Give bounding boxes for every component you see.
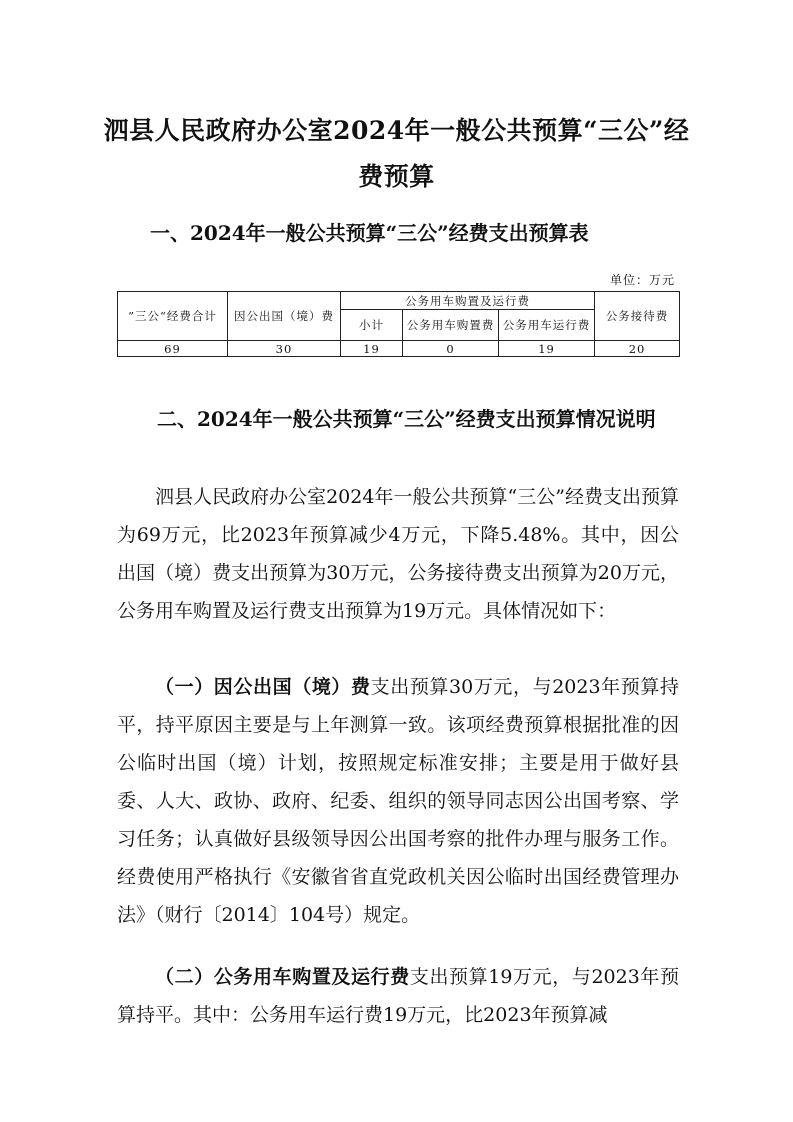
value-vehicle-purchase: 0 bbox=[403, 341, 499, 357]
table-header-row bbox=[118, 292, 680, 310]
document-title: 泗县人民政府办公室2024年一般公共预算“三公”经费预算 bbox=[103, 116, 690, 191]
header-subtotal: 小计 bbox=[341, 310, 403, 341]
header-reception: 公务接待费 bbox=[595, 292, 680, 341]
header-vehicle-operation: 公务用车运行费 bbox=[499, 310, 595, 341]
header-vehicle-group: 公务用车购置及运行费 bbox=[341, 292, 595, 310]
header-vehicle-purchase: 公务用车购置费 bbox=[403, 310, 499, 341]
budget-table bbox=[117, 291, 680, 357]
value-subtotal: 19 bbox=[341, 341, 403, 357]
paragraph-summary: 泗县人民政府办公室2024年一般公共预算“三公”经费支出预算为69万元，比2023年预算减少4万元，下降5.48%。其中，因公出国（境）费支出预算为30万元，公务接待费支出预算为20万元，公务用车购置及运行费支出预算为19万元。具体情况如下： bbox=[117, 486, 679, 622]
header-total: ”三公“经费合计 bbox=[118, 292, 228, 341]
paragraph-abroad bbox=[117, 668, 679, 934]
unit-label: 单位：万元 bbox=[609, 273, 675, 287]
paragraph-abroad-lead: （一）因公出国（境）费 bbox=[155, 676, 371, 698]
table-row bbox=[118, 341, 680, 357]
value-vehicle-operation: 19 bbox=[499, 341, 595, 357]
section1-heading: 一、2024年一般公共预算“三公”经费支出预算表 bbox=[150, 221, 589, 245]
paragraph-vehicle bbox=[117, 958, 679, 1034]
section2-heading: 二、2024年一般公共预算“三公”经费支出预算情况说明 bbox=[157, 407, 656, 431]
header-abroad: 因公出国（境）费 bbox=[228, 292, 341, 341]
value-total: 69 bbox=[118, 341, 228, 357]
paragraph-vehicle-lead: （二）公务用车购置及运行费 bbox=[155, 966, 410, 988]
value-abroad: 30 bbox=[228, 341, 341, 357]
paragraph-vehicle-body: 支出预算19万元，与2023年预算持平。其中：公务用车运行费19万元，比2023年预算减 bbox=[117, 966, 679, 1026]
paragraph-abroad-body: 支出预算30万元，与2023年预算持平，持平原因主要是与上年测算一致。该项经费预算根据批准的因公临时出国（境）计划，按照规定标准安排；主要是用于做好县委、人大、政协、政府、纪委、组织的领导同志因公出国考察、学习任务；认真做好县级领导因公出国考察的批件办理与服务工作。经费使用严格执行《安徽省省直党政机关因公临时出国经费管理办法》（财行〔2014〕104号）规定。 bbox=[117, 676, 679, 926]
value-reception: 20 bbox=[595, 341, 680, 357]
